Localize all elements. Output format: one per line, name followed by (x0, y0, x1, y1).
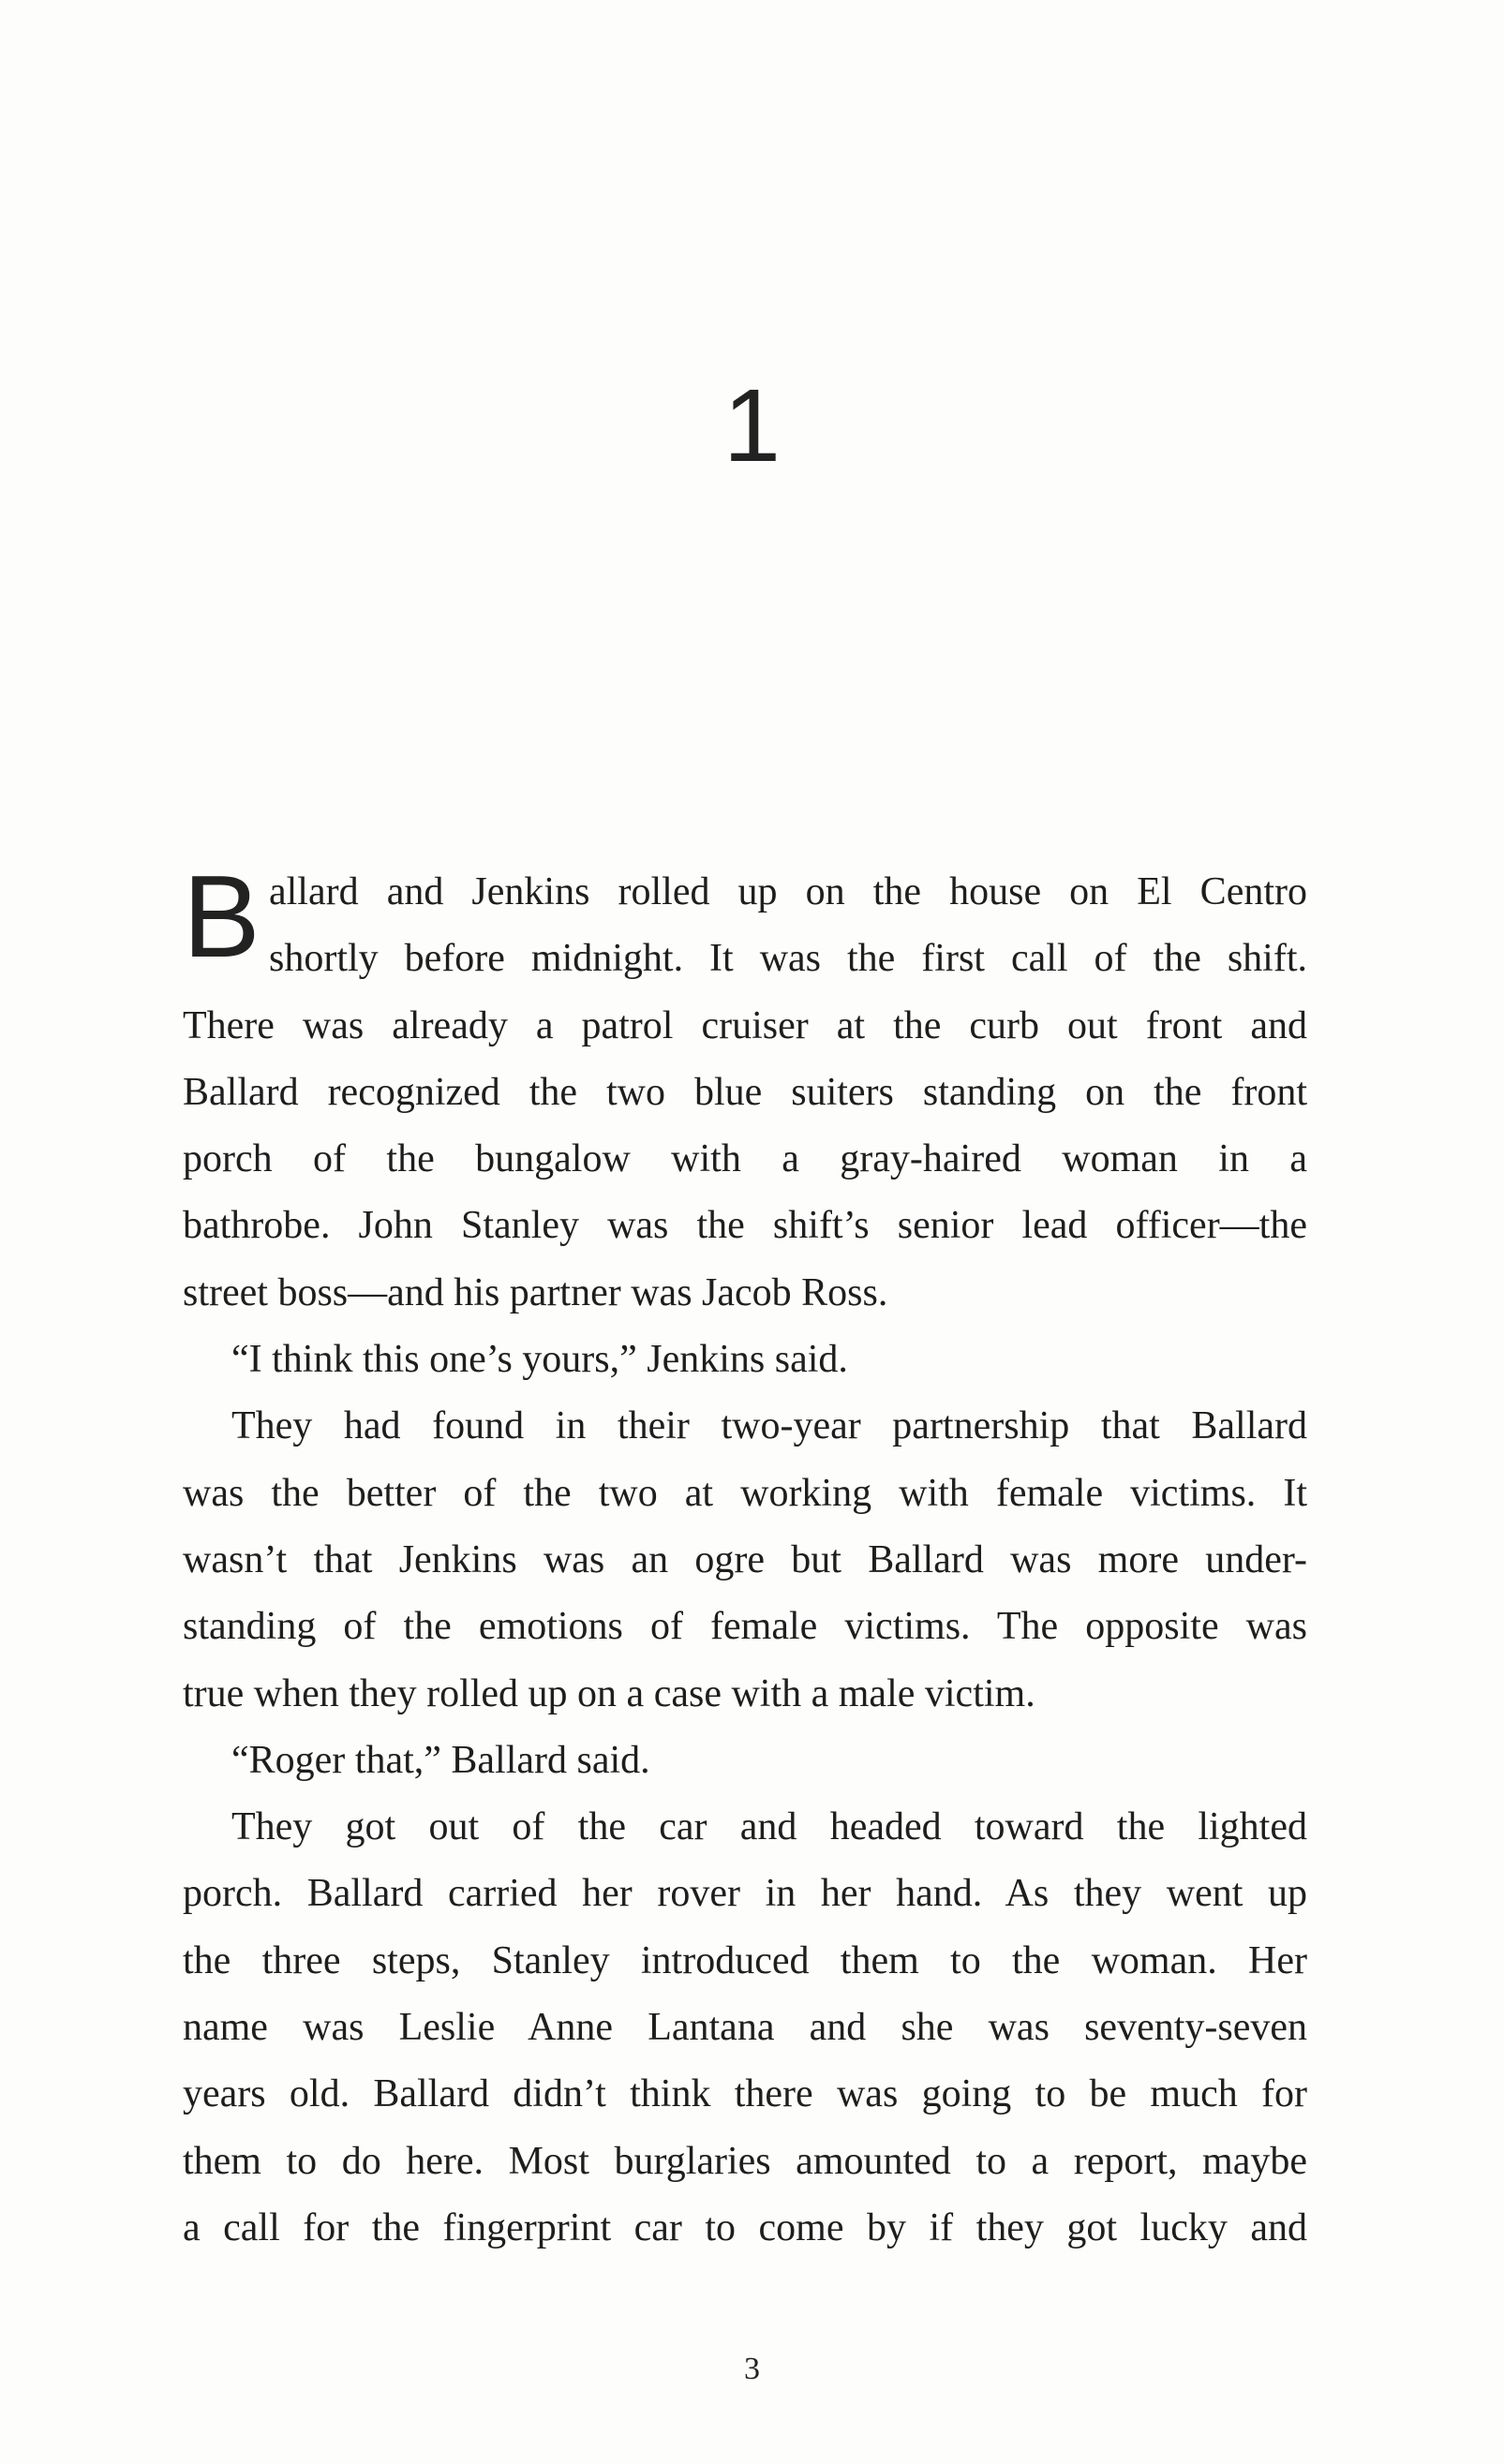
text-line: standing of the emotions of female victims. The opposite was (183, 1605, 1307, 1649)
text-line: name was Leslie Anne Lantana and she was seventy-seven (183, 2006, 1307, 2050)
text-line: There was already a patrol cruiser at the curb out front and (183, 1003, 1307, 1047)
text-line: street boss—and his partner was Jacob Ross. (183, 1270, 888, 1314)
text-line: years old. Ballard didn’t think there was going to be much for (183, 2072, 1307, 2116)
text-line: a call for the fingerprint car to come by if they got lucky and (183, 2205, 1307, 2249)
text-line: wasn’t that Jenkins was an ogre but Ballard was more under- (183, 1537, 1307, 1581)
text-line: They had found in their two-year partnership that Ballard (231, 1404, 1307, 1448)
text-line: “Roger that,” Ballard said. (231, 1738, 650, 1782)
text-line: Ballard recognized the two blue suiters standing on the front (183, 1070, 1307, 1114)
text-line: porch. Ballard carried her rover in her hand. As they went up (183, 1872, 1307, 1916)
text-line: true when they rolled up on a case with a male victim. (183, 1671, 1035, 1715)
body-text (183, 853, 1307, 2262)
text-line: them to do here. Most burglaries amounted to a report, maybe (183, 2139, 1307, 2183)
text-line: was the better of the two at working with female victims. It (183, 1471, 1307, 1515)
text-line: the three steps, Stanley introduced them to the woman. Her (183, 1938, 1307, 1982)
text-line: shortly before midnight. It was the first call of the shift. (269, 937, 1307, 981)
text-line: They got out of the car and headed toward the lighted (231, 1805, 1307, 1849)
page-number: 3 (744, 2352, 760, 2386)
text-line: allard and Jenkins rolled up on the house on El Centro (269, 870, 1307, 913)
text-line: porch of the bungalow with a gray-haired woman in a (183, 1137, 1307, 1181)
text-line: bathrobe. John Stanley was the shift’s senior lead officer—the (183, 1204, 1307, 1248)
chapter-number: 1 (722, 368, 782, 483)
drop-cap: B (183, 853, 261, 982)
text-line: “I think this one’s yours,” Jenkins said. (231, 1338, 848, 1382)
